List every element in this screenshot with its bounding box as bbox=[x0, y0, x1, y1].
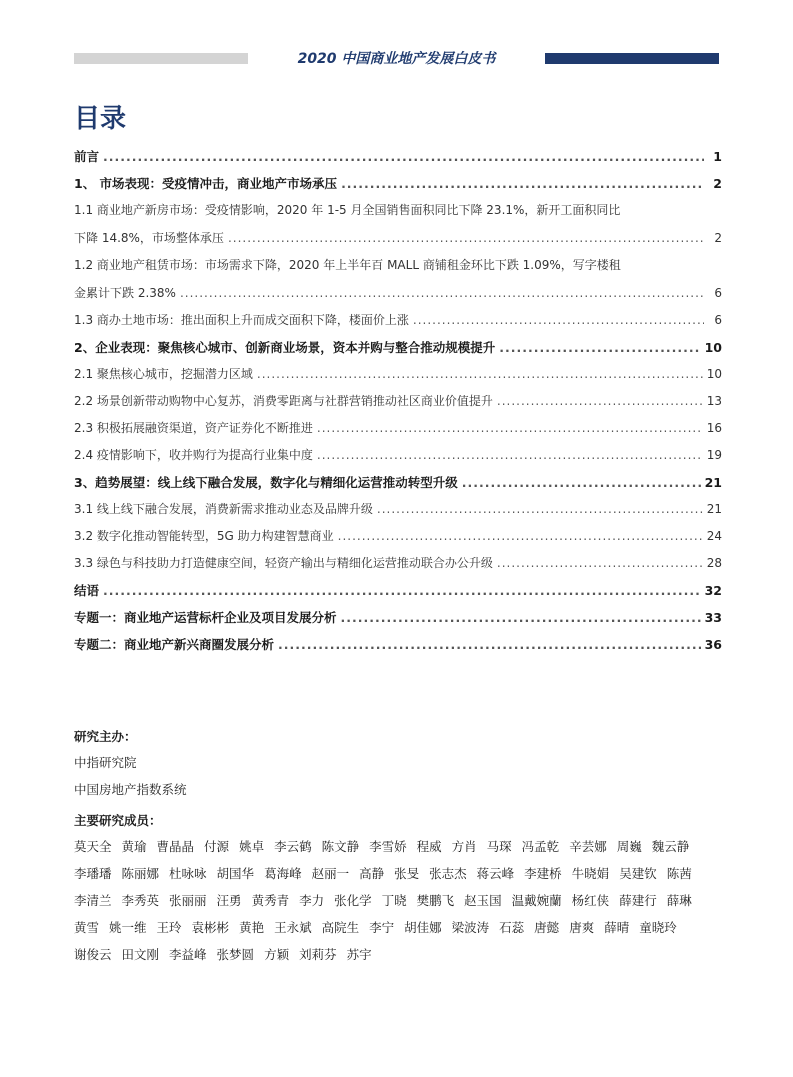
member-name: 杜咏咏 bbox=[169, 866, 207, 881]
toc-entry-page: 10 bbox=[704, 340, 722, 355]
member-name: 方颖 bbox=[264, 947, 290, 962]
toc-entry[interactable] bbox=[74, 392, 722, 419]
member-name: 付源 bbox=[204, 839, 230, 854]
member-name: 李力 bbox=[299, 893, 325, 908]
member-name: 周巍 bbox=[616, 839, 642, 854]
toc-leader-dots bbox=[103, 149, 704, 164]
toc-entry[interactable] bbox=[74, 446, 722, 473]
toc-leader-dots bbox=[103, 583, 701, 598]
toc-leader-dots bbox=[341, 176, 704, 191]
toc-entry-page: 10 bbox=[706, 367, 722, 381]
toc-entry-page: 24 bbox=[706, 529, 722, 543]
member-name: 曹晶晶 bbox=[156, 839, 195, 854]
toc-entry-label: 1、 市场表现：受疫情冲击，商业地产市场承压 bbox=[74, 176, 338, 191]
member-name: 陈茜 bbox=[666, 866, 692, 881]
member-name: 莫天全 bbox=[74, 839, 112, 854]
member-name: 赵丽一 bbox=[311, 866, 350, 881]
toc-entry-label: 专题二：商业地产新兴商圈发展分析 bbox=[74, 637, 275, 652]
member-name: 李清兰 bbox=[74, 893, 112, 908]
member-name: 姚一维 bbox=[109, 920, 147, 935]
toc-entry[interactable] bbox=[74, 311, 722, 338]
toc-entry-label: 下降 14.8%，市场整体承压 bbox=[74, 231, 224, 245]
toc-entry[interactable] bbox=[74, 581, 722, 608]
toc-leader-dots bbox=[462, 475, 701, 490]
members-label: 主要研究成员： bbox=[74, 813, 162, 828]
toc-entry[interactable] bbox=[74, 635, 722, 662]
toc-leader-dots bbox=[499, 340, 700, 355]
member-name: 谢俊云 bbox=[74, 947, 112, 962]
member-name: 梁波涛 bbox=[451, 920, 490, 935]
member-name: 石蕊 bbox=[499, 920, 525, 935]
members-list bbox=[74, 833, 722, 968]
member-name: 冯孟乾 bbox=[521, 839, 560, 854]
toc-entry[interactable] bbox=[74, 365, 722, 392]
toc-entry[interactable] bbox=[74, 201, 722, 229]
member-name: 温戴婉蘭 bbox=[511, 893, 562, 908]
toc-entry[interactable] bbox=[74, 500, 722, 527]
toc-leader-dots bbox=[497, 394, 703, 408]
host-label: 研究主办： bbox=[74, 729, 137, 744]
toc-leader-dots bbox=[317, 421, 703, 435]
member-name: 童晓玲 bbox=[639, 920, 677, 935]
member-name: 牛晓娟 bbox=[571, 866, 610, 881]
toc-entry-page: 6 bbox=[714, 286, 722, 300]
member-name: 唐懿 bbox=[534, 920, 560, 935]
member-name: 李宁 bbox=[369, 920, 395, 935]
toc-entry[interactable] bbox=[74, 174, 722, 201]
toc-entry[interactable] bbox=[74, 147, 722, 174]
member-name: 樊鹏飞 bbox=[416, 893, 455, 908]
member-name: 唐爽 bbox=[569, 920, 595, 935]
toc-leader-dots bbox=[228, 231, 704, 245]
toc-entry-page: 6 bbox=[714, 313, 722, 327]
toc-entry[interactable] bbox=[74, 419, 722, 446]
member-name: 张梦圆 bbox=[216, 947, 255, 962]
member-name: 胡国华 bbox=[216, 866, 255, 881]
member-name: 张旻 bbox=[394, 866, 420, 881]
toc-entry-label: 1.2 商业地产租赁市场：市场需求下降，2020 年上半年百 MALL 商铺租金环比下跌 1.09%，写字楼租 bbox=[74, 258, 621, 272]
toc-leader-dots bbox=[278, 637, 701, 652]
toc-entry-page: 13 bbox=[706, 394, 722, 408]
toc-leader-dots bbox=[497, 556, 703, 570]
table-of-contents bbox=[74, 147, 722, 662]
member-name: 薛琳 bbox=[666, 893, 692, 908]
toc-entry-page: 21 bbox=[704, 475, 722, 490]
toc-entry-label: 专题一：商业地产运营标杆企业及项目发展分析 bbox=[74, 610, 337, 625]
toc-leader-dots bbox=[413, 313, 704, 327]
member-name: 张丽丽 bbox=[169, 893, 207, 908]
toc-heading: 目录 bbox=[74, 104, 127, 134]
member-name: 黄秀青 bbox=[251, 893, 290, 908]
toc-leader-dots bbox=[338, 529, 703, 543]
toc-entry[interactable] bbox=[74, 256, 722, 284]
credits-section bbox=[74, 725, 722, 968]
toc-entry-label: 3.1 线上线下融合发展，消费新需求推动业态及品牌升级 bbox=[74, 502, 373, 516]
toc-entry-page: 36 bbox=[704, 637, 722, 652]
member-name: 汪勇 bbox=[216, 893, 242, 908]
member-name: 刘莉芬 bbox=[299, 947, 337, 962]
host-name: 中国房地产指数系统 bbox=[74, 782, 187, 797]
member-name: 李云鹤 bbox=[274, 839, 312, 854]
toc-entry[interactable] bbox=[74, 338, 722, 365]
toc-entry-label: 金累计下跌 2.38% bbox=[74, 286, 176, 300]
toc-entry-label: 1.1 商业地产新房市场：受疫情影响，2020 年 1-5 月全国销售面积同比下降 23.1%，新开工面积同比 bbox=[74, 203, 621, 217]
toc-entry-page: 33 bbox=[704, 610, 722, 625]
member-name: 杨红侠 bbox=[571, 893, 610, 908]
member-name: 苏宇 bbox=[346, 947, 372, 962]
member-name: 蒋云峰 bbox=[476, 866, 515, 881]
toc-entry[interactable] bbox=[74, 608, 722, 635]
toc-entry-label: 2.3 积极拓展融资渠道，资产证券化不断推进 bbox=[74, 421, 313, 435]
member-name: 胡佳娜 bbox=[404, 920, 442, 935]
toc-leader-dots bbox=[341, 610, 701, 625]
member-name: 田文刚 bbox=[121, 947, 160, 962]
member-name: 魏云静 bbox=[651, 839, 690, 854]
member-name: 李璠璠 bbox=[74, 866, 112, 881]
header-title: 2020 中国商业地产发展白皮书 bbox=[297, 51, 496, 67]
toc-leader-dots bbox=[377, 502, 703, 516]
member-name: 李建桥 bbox=[524, 866, 562, 881]
toc-entry-page: 1 bbox=[713, 149, 722, 164]
toc-entry[interactable] bbox=[74, 284, 722, 311]
toc-entry-label: 3、趋势展望：线上线下融合发展，数字化与精细化运营推动转型升级 bbox=[74, 475, 458, 490]
toc-entry[interactable] bbox=[74, 527, 722, 554]
member-name: 袁彬彬 bbox=[191, 920, 230, 935]
member-name: 张志杰 bbox=[429, 866, 467, 881]
member-name: 高静 bbox=[359, 866, 385, 881]
member-name: 薛建行 bbox=[619, 893, 657, 908]
member-name: 葛海峰 bbox=[264, 866, 302, 881]
member-name: 李雪娇 bbox=[369, 839, 407, 854]
toc-entry-page: 32 bbox=[704, 583, 722, 598]
member-name: 辛芸娜 bbox=[569, 839, 607, 854]
toc-entry-page: 16 bbox=[706, 421, 722, 435]
toc-entry-page: 2 bbox=[714, 231, 722, 245]
member-name: 方肖 bbox=[451, 839, 477, 854]
member-name: 吴建钦 bbox=[619, 866, 657, 881]
member-name: 赵玉国 bbox=[464, 893, 502, 908]
toc-entry-label: 1.3 商办土地市场：推出面积上升而成交面积下降，楼面价上涨 bbox=[74, 313, 409, 327]
member-name: 姚卓 bbox=[239, 839, 265, 854]
host-name: 中指研究院 bbox=[74, 755, 137, 770]
toc-entry-page: 28 bbox=[706, 556, 722, 570]
member-name: 王玲 bbox=[156, 920, 182, 935]
toc-entry[interactable] bbox=[74, 473, 722, 500]
member-name: 程威 bbox=[416, 839, 442, 854]
member-name: 李益峰 bbox=[169, 947, 207, 962]
toc-entry[interactable] bbox=[74, 554, 722, 581]
toc-entry-label: 结语 bbox=[74, 583, 100, 598]
toc-leader-dots bbox=[317, 448, 703, 462]
toc-entry-label: 2.4 疫情影响下，收并购行为提高行业集中度 bbox=[74, 448, 313, 462]
member-name: 陈丽娜 bbox=[121, 866, 160, 881]
toc-entry-label: 2.1 聚焦核心城市，挖掘潜力区域 bbox=[74, 367, 253, 381]
member-name: 薛晴 bbox=[604, 920, 630, 935]
toc-entry-label: 3.3 绿色与科技助力打造健康空间，轻资产输出与精细化运营推动联合办公升级 bbox=[74, 556, 493, 570]
member-name: 李秀英 bbox=[121, 893, 160, 908]
toc-entry[interactable] bbox=[74, 229, 722, 256]
member-name: 黄雪 bbox=[74, 920, 100, 935]
toc-leader-dots bbox=[180, 286, 704, 300]
toc-entry-label: 前言 bbox=[74, 149, 100, 164]
member-name: 马琛 bbox=[486, 839, 512, 854]
toc-entry-label: 3.2 数字化推动智能转型，5G 助力构建智慧商业 bbox=[74, 529, 334, 543]
member-name: 张化学 bbox=[334, 893, 372, 908]
header-left-bar bbox=[74, 53, 248, 64]
member-name: 高院生 bbox=[321, 920, 360, 935]
toc-entry-page: 2 bbox=[713, 176, 722, 191]
toc-entry-page: 19 bbox=[706, 448, 722, 462]
member-name: 黄瑜 bbox=[121, 839, 147, 854]
member-name: 陈文静 bbox=[321, 839, 360, 854]
toc-entry-page: 21 bbox=[706, 502, 722, 516]
member-name: 丁晓 bbox=[381, 893, 407, 908]
header-right-bar bbox=[545, 53, 719, 64]
toc-entry-label: 2.2 场景创新带动购物中心复苏，消费零距离与社群营销推动社区商业价值提升 bbox=[74, 394, 493, 408]
toc-entry-label: 2、企业表现：聚焦核心城市、创新商业场景，资本并购与整合推动规模提升 bbox=[74, 340, 496, 355]
member-name: 黄艳 bbox=[239, 920, 265, 935]
member-name: 王永斌 bbox=[274, 920, 312, 935]
toc-leader-dots bbox=[257, 367, 703, 381]
